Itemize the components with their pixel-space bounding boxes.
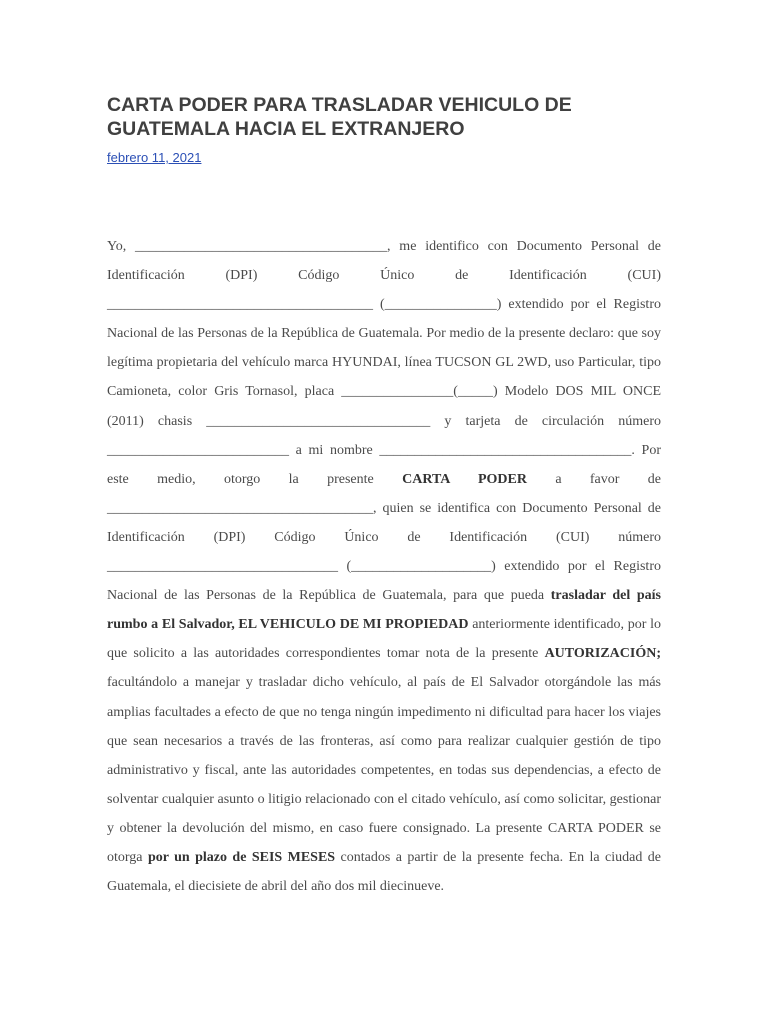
text-segment: facultándolo a manejar y trasladar dicho vehículo, al país de El Salvador otorgándole las más amplias facultades a efecto de que no tenga ningún impedimento ni dificultad para hacer los viajes que sean necesarios a través de las fronteras, así como para realizar cualquier gestión de tipo administrativo y fiscal, ante las autoridades competentes, en todas sus dependencias, a efecto de solventar cualquier asunto o litigio relacionado con el citado vehículo, así como solicitar, gestionar y obtener la devolución del mismo, en caso fuere consignado. La presente CARTA PODER se otorga xyxy=(107,675,661,865)
letter-body xyxy=(107,232,661,901)
text-segment: Yo, ____________________________________, me identifico con Documento Personal de Identificación (DPI) Código Único de Identificación (CUI) ______________________________________ (________________) extendido por el Registro Nacional de las Personas de la República de Guatemala. Por medio de la presente declaro: que soy legítima propietaria del vehículo marca HYUNDAI, línea TUCSON GL 2WD, uso Particular, tipo Camioneta, color Gris Tornasol, placa ________________(_____) Modelo DOS MIL ONCE (2011) chasis ________________________________ y tarjeta de circulación número __________________________ a mi nombre ____________________________________. Por este medio, otorgo la presente xyxy=(107,239,661,487)
text-segment: contados a partir de la presente fecha. En la ciudad de Guatemala, el diecisiete de abril del año dos mil diecinueve. xyxy=(107,849,662,895)
text-segment: anteriormente identificado, por lo que solicito a las autoridades correspondientes tomar nota de la presente xyxy=(107,617,661,662)
post-date-link[interactable]: febrero 11, 2021 xyxy=(107,150,202,165)
bold-text-segment: CARTA PODER xyxy=(402,471,527,487)
bold-text-segment: AUTORIZACIÓN; xyxy=(544,646,661,662)
bold-text-segment: por un plazo de SEIS MESES xyxy=(147,849,336,865)
bold-text-segment: trasladar del país rumbo a El Salvador, EL VEHICULO DE MI PROPIEDAD xyxy=(107,588,661,633)
post-title: CARTA PODER PARA TRASLADAR VEHICULO DE GUATEMALA HACIA EL EXTRANJERO xyxy=(107,94,572,140)
text-segment: a favor de ______________________________________, quien se identifica con Documento Personal de Identificación (DPI) Código Único de Identificación (CUI) número _________________________________ (____________________) extendido por el Registro Nacional de las Personas de la República de Guatemala, para que pueda xyxy=(107,471,661,604)
